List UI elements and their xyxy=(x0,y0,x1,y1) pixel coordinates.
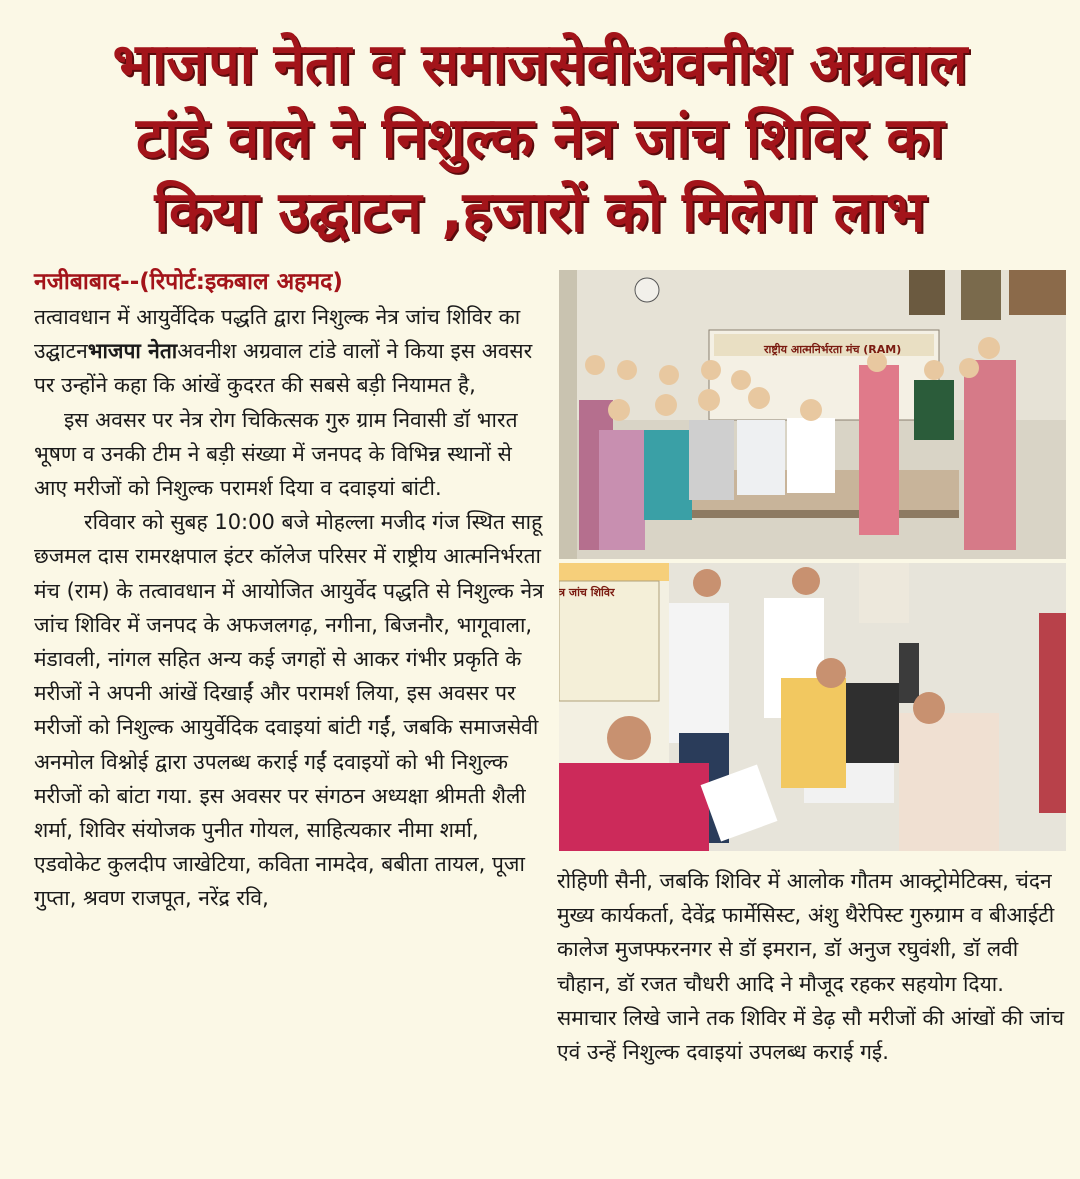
headline-line-1: भाजपा नेता व समाजसेवीअवनीश अग्रवाल xyxy=(112,32,968,97)
paragraph-2: इस अवसर पर नेत्र रोग चिकित्सक गुरु ग्राम निवासी डॉ भारत भूषण व उनकी टीम ने बड़ी संख्या में जनपद के विभिन्न स्थानों से आए मरीजों को निशुल्क परामर्श दिया व दवाइयां बांटी. xyxy=(34,407,518,501)
headline-line-3: किया उद्घाटन ,हजारों को मिलेगा लाभ xyxy=(154,180,926,245)
paragraph-1-text-b: अवनीश अग्रवाल टांडे वालों ने किया इस अवसर पर उन्होंने कहा कि आंखें कुदरत की सबसे बड़ी नियामत है, xyxy=(34,339,533,398)
paragraph-3: रविवार को सुबह 10:00 बजे मोहल्ला मजीद गंज स्थित साहू छजमल दास रामरक्षपाल इंटर कॉलेज परिसर में राष्ट्रीय आत्मनिर्भरता मंच (राम) के तत्वावधान में आयोजित आयुर्वेद पद्धति से निशुल्क नेत्र जांच शिविर में जनपद के अफजलगढ़, नगीना, बिजनौर, भागूवाला, मंडावली, नांगल सहित अन्य कई जगहों से आकर गंभीर प्रकृति के मरीजों ने अपनी आंखें दिखाईं और परामर्श लिया, इस अवसर पर मरीजों को निशुल्क आयुर्वेदिक दवाइयां बांटी गईं, जबकि समाजसेवी अनमोल विश्नोई द्वारा उपलब्ध कराई गईं दवाइयों को भी निशुल्क मरीजों को बांटा गया. इस अवसर पर संगठन अध्यक्षा श्रीमती शैली शर्मा, शिविर संयोजक पुनीत गोयल, साहित्यकार नीमा शर्मा, एडवोकेट कुलदीप जाखेटिया, कविता नामदेव, बबीता तायल, पूजा गुप्ता, श्रवण राजपूत, नरेंद्र रवि, xyxy=(34,510,544,911)
article-right-column xyxy=(557,864,1067,1069)
dateline: नजीबाबाद--(रिपोर्ट:इकबाल अहमद) xyxy=(34,269,343,295)
photo-eye-checkup xyxy=(559,563,1066,851)
photo2-banner-text: त्र जांच शिविर xyxy=(559,586,615,599)
headline xyxy=(20,28,1060,250)
headline-line-2: टांडे वाले ने निशुल्क नेत्र जांच शिविर का xyxy=(135,106,945,171)
photo-camp-inauguration xyxy=(559,270,1066,559)
paragraph-1-bold: भाजपा नेता xyxy=(87,339,178,364)
paragraph-1 xyxy=(34,300,546,403)
photo1-banner-text: राष्ट्रीय आत्मनिर्भरता मंच (RAM) xyxy=(764,343,902,356)
paragraph-4: रोहिणी सैनी, जबकि शिविर में आलोक गौतम आक्ट्रोमेटिक्स, चंदन मुख्य कार्यकर्ता, देवेंद्र फार्मेसिस्ट, अंशु थैरेपिस्ट गुरुग्राम व बीआईटी कालेज मुजफ्फरनगर से डॉ इमरान, डॉ अनुज रघुवंशी, डॉ लवी चौहान, डॉ रजत चौधरी आदि ने मौजूद रहकर सहयोग दिया. समाचार लिखे जाने तक शिविर में डेढ़ सौ मरीजों की आंखों की जांच एवं उन्हें निशुल्क दवाइयां उपलब्ध कराई गई. xyxy=(557,869,1065,1065)
article-left-column xyxy=(34,264,546,916)
paragraph-1-text-a: तत्वावधान में आयुर्वेदिक पद्धति द्वारा निशुल्क नेत्र जांच शिविर का उद्घाटन xyxy=(34,305,521,364)
